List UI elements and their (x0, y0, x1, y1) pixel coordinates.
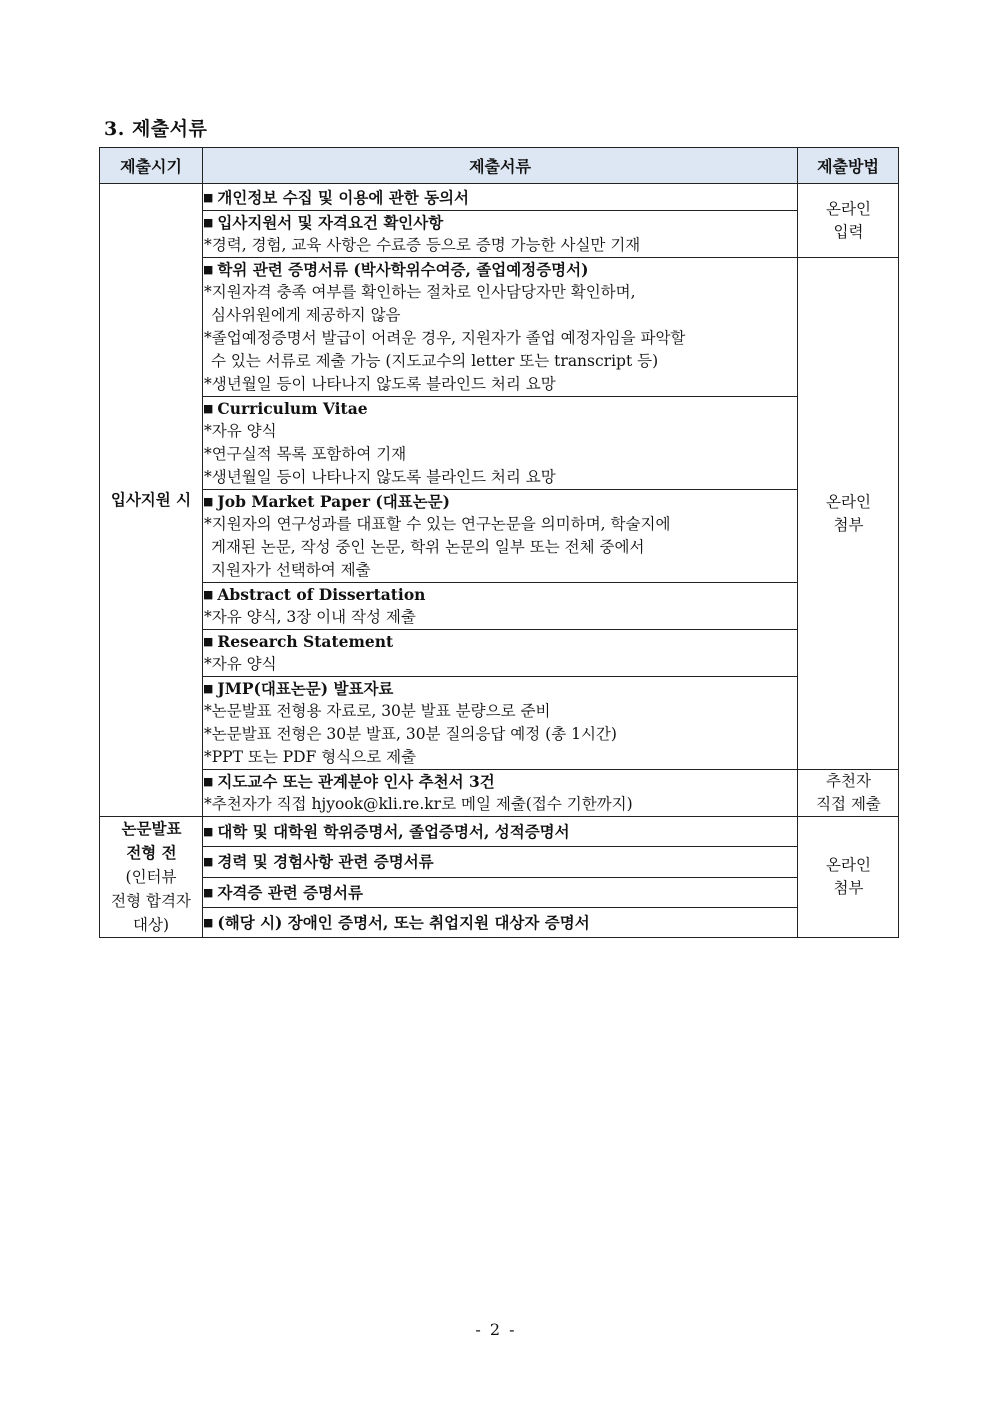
doc-item (203, 397, 798, 490)
doc-note: *연구실적 목록 포함하여 기재 (204, 445, 407, 463)
bullet-icon: ■ (203, 855, 214, 869)
table-row (100, 877, 899, 907)
bullet-icon: ■ (203, 263, 214, 276)
doc-item (203, 630, 798, 677)
table-row (100, 490, 899, 583)
doc-note: *PPT 또는 PDF 형식으로 제출 (204, 748, 417, 766)
doc-item (203, 847, 798, 877)
method-cell-online-attach-2: 온라인 첨부 (798, 817, 899, 938)
doc-title: 경력 및 경험사항 관련 증명서류 (217, 852, 434, 872)
doc-item (203, 907, 798, 937)
bullet-icon: ■ (203, 885, 214, 899)
doc-item (203, 877, 798, 907)
doc-title: (해당 시) 장애인 증명서, 또는 취업지원 대상자 증명서 (217, 912, 590, 932)
bullet-icon: ■ (203, 588, 214, 601)
section-title: 3. 제출서류 (104, 118, 208, 140)
table-row (100, 184, 899, 211)
bullet-icon: ■ (203, 775, 214, 788)
doc-note: 수 있는 서류로 제출 가능 (지도교수의 letter 또는 transcript 등) (211, 352, 659, 370)
doc-note: *자유 양식, 3장 이내 작성 제출 (204, 608, 416, 626)
doc-note: 심사위원에게 제공하지 않음 (211, 306, 401, 324)
table-header-row (100, 148, 899, 184)
method-cell-online-attach: 온라인 첨부 (798, 258, 899, 770)
doc-item (203, 258, 798, 397)
table-row (100, 258, 899, 397)
doc-note: *논문발표 전형용 자료로, 30분 발표 분량으로 준비 (204, 702, 551, 720)
doc-title: 입사지원서 및 자격요건 확인사항 (217, 213, 444, 232)
doc-note: *졸업예정증명서 발급이 어려운 경우, 지원자가 졸업 예정자임을 파악할 (204, 329, 686, 347)
table-row (100, 817, 899, 847)
table-row (100, 397, 899, 490)
bullet-icon: ■ (203, 216, 214, 229)
doc-title: 자격증 관련 증명서류 (217, 882, 363, 902)
doc-title: 대학 및 대학원 학위증명서, 졸업증명서, 성적증명서 (217, 822, 570, 842)
bullet-icon: ■ (203, 402, 214, 415)
bullet-icon: ■ (203, 495, 214, 508)
doc-title: Curriculum Vitae (217, 399, 368, 418)
doc-item (203, 211, 798, 258)
page-number: - 2 - (475, 1320, 517, 1339)
doc-note: *지원자격 충족 여부를 확인하는 절차로 인사담당자만 확인하며, (204, 283, 636, 301)
table-row (100, 630, 899, 677)
bullet-icon: ■ (203, 915, 214, 929)
doc-title: Job Market Paper (대표논문) (217, 492, 450, 511)
doc-item (203, 817, 798, 847)
header-timing: 제출시기 (100, 148, 203, 184)
doc-title: 지도교수 또는 관계분야 인사 추천서 3건 (217, 772, 495, 791)
doc-note: 게재된 논문, 작성 중인 논문, 학위 논문의 일부 또는 전체 중에서 (211, 538, 645, 556)
bullet-icon: ■ (203, 825, 214, 839)
doc-note: *추천자가 직접 hjyook@kli.re.kr로 메일 제출(접수 기한까지) (204, 795, 633, 813)
table-row (100, 907, 899, 937)
header-documents: 제출서류 (203, 148, 798, 184)
table-row (100, 770, 899, 817)
doc-item (203, 490, 798, 583)
bullet-icon: ■ (203, 190, 214, 204)
doc-item (203, 184, 798, 211)
bullet-icon: ■ (203, 682, 214, 695)
doc-item (203, 770, 798, 817)
doc-title: JMP(대표논문) 발표자료 (217, 679, 394, 698)
doc-note: *자유 양식 (204, 655, 277, 673)
table-row (100, 211, 899, 258)
doc-note: 지원자가 선택하여 제출 (211, 561, 371, 579)
doc-item (203, 583, 798, 630)
table-row (100, 583, 899, 630)
table-row (100, 677, 899, 770)
documents-table (99, 147, 899, 938)
timing-cell-apply (100, 184, 203, 817)
method-cell-recommender: 추천자 직접 제출 (798, 770, 899, 817)
doc-note: *생년월일 등이 나타나지 않도록 블라인드 처리 요망 (204, 468, 556, 486)
timing-label: 입사지원 시 (110, 490, 192, 509)
doc-note: *경력, 경험, 교육 사항은 수료증 등으로 증명 가능한 사실만 기재 (204, 236, 641, 254)
doc-title: Research Statement (217, 632, 394, 651)
doc-title: 학위 관련 증명서류 (박사학위수여증, 졸업예정증명서) (217, 260, 589, 279)
doc-title: Abstract of Dissertation (217, 585, 426, 604)
doc-title: 개인정보 수집 및 이용에 관한 동의서 (217, 187, 469, 207)
method-cell-online-input: 온라인 입력 (798, 184, 899, 258)
doc-note: *지원자의 연구성과를 대표할 수 있는 연구논문을 의미하며, 학술지에 (204, 515, 671, 533)
timing-cell-interview: 논문발표 전형 전 (인터뷰 전형 합격자 대상) (100, 817, 203, 938)
doc-note: *생년월일 등이 나타나지 않도록 블라인드 처리 요망 (204, 375, 556, 393)
doc-note: *논문발표 전형은 30분 발표, 30분 질의응답 예정 (총 1시간) (204, 725, 617, 743)
header-method: 제출방법 (798, 148, 899, 184)
doc-note: *자유 양식 (204, 422, 277, 440)
bullet-icon: ■ (203, 635, 214, 648)
doc-item (203, 677, 798, 770)
table-row (100, 847, 899, 877)
